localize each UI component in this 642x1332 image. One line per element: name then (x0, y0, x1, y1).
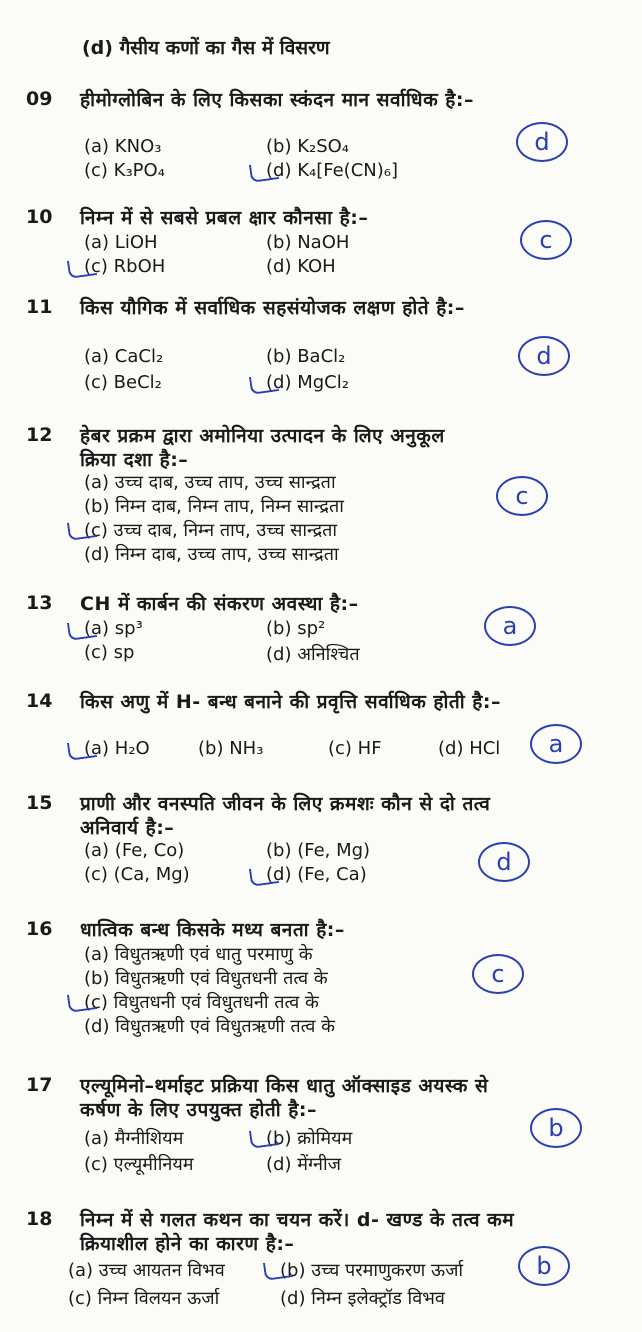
option-a: (a) LiOH (84, 232, 158, 253)
option-c: (c) RbOH (84, 256, 165, 277)
answer-circle: c (520, 220, 572, 260)
tick-mark (67, 991, 97, 1013)
option-b: (b) निम्न दाब, निम्न ताप, निम्न सान्द्रता (84, 496, 344, 517)
tick-mark (249, 865, 279, 887)
option-d: (d) अनिश्चित (266, 644, 360, 665)
question-number: 10 (26, 206, 53, 228)
option-a: (a) KNO₃ (84, 136, 162, 157)
answer-circle: a (530, 724, 582, 764)
option-a: (a) sp³ (84, 618, 143, 639)
option-d: (d) निम्न दाब, उच्च ताप, उच्च सान्द्रता (84, 544, 339, 565)
question-number: 18 (26, 1208, 53, 1230)
option-d: (d) मेंग्नीज (266, 1154, 342, 1175)
option-a: (a) CaCl₂ (84, 346, 164, 367)
question-number: 12 (26, 424, 53, 446)
option-c: (c) (Ca, Mg) (84, 864, 190, 885)
question-text: CH में कार्बन की संकरण अवस्था है:– (80, 593, 359, 615)
question-number: 13 (26, 592, 53, 614)
option-b: (b) sp² (266, 618, 326, 639)
tick-mark (67, 257, 97, 279)
answer-circle: b (530, 1108, 582, 1148)
answer-circle: d (518, 336, 570, 376)
option-d: (d) विधुतऋणी एवं विधुतऋणी तत्व के (84, 1016, 335, 1037)
tick-mark (67, 519, 97, 541)
answer-circle: a (484, 606, 536, 646)
option-b: (b) K₂SO₄ (266, 136, 350, 157)
question-text: एल्यूमिनो–थर्माइट प्रक्रिया किस धातु ऑक्साइड अयस्क से कर्षण के लिए उपयुक्त होती है:– (80, 1075, 489, 1121)
question-text: निम्न में से सबसे प्रबल क्षार कौनसा है:– (80, 207, 369, 229)
option-a: (a) उच्च आयतन विभव (68, 1260, 225, 1281)
option-b: (b) विधुतऋणी एवं विधुतधनी तत्व के (84, 968, 328, 989)
option-a: (a) (Fe, Co) (84, 840, 185, 861)
question-number: 15 (26, 792, 53, 814)
answer-circle: d (478, 842, 530, 882)
tick-mark (67, 739, 97, 761)
option-d: (d) KOH (266, 256, 336, 277)
question-text: किस अणु में H- बन्ध बनाने की प्रवृत्ति सर्वाधिक होती है:– (80, 691, 501, 713)
answer-circle: d (516, 122, 568, 162)
option-c: (c) BeCl₂ (84, 372, 162, 393)
question-text: धात्विक बन्ध किसके मध्य बनता है:– (80, 919, 345, 941)
option-c: (c) विधुतधनी एवं विधुतधनी तत्व के (84, 990, 319, 1014)
option-b: (b) NH₃ (198, 738, 264, 759)
question-number: 14 (26, 690, 53, 712)
option-a: (a) मैग्नीशियम (84, 1128, 184, 1149)
question-text: प्राणी और वनस्पति जीवन के लिए क्रमशः कौन से दो तत्व अनिवार्य है:– (80, 793, 491, 839)
option-c: (c) HF (328, 738, 382, 759)
tick-mark (249, 161, 279, 183)
option-c: (c) एल्यूमीनियम (84, 1154, 194, 1175)
option-c: (c) K₃PO₄ (84, 160, 165, 181)
option-d: (d) MgCl₂ (266, 372, 349, 393)
tick-mark (249, 1127, 279, 1149)
question-text: हेबर प्रक्रम द्वारा अमोनिया उत्पादन के लिए अनुकूल क्रिया दशा है:– (80, 425, 445, 471)
tick-mark (67, 619, 97, 641)
option-d: (d) निम्न इलेक्ट्रॉड विभव (280, 1288, 445, 1309)
question-text: निम्न में से गलत कथन का चयन करें। d- खण्ड के तत्व कम क्रियाशील होने का कारण है:– (80, 1209, 515, 1255)
answer-circle: c (472, 954, 524, 994)
option-b: (b) (Fe, Mg) (266, 840, 371, 861)
option-a: (a) H₂O (84, 738, 150, 759)
option-c: (c) निम्न विलयन ऊर्जा (68, 1288, 220, 1309)
previous-question-option-d: (d) गैसीय कणों का गैस में विसरण (82, 37, 330, 59)
answer-circle: b (518, 1246, 570, 1286)
option-d: (d) HCl (438, 738, 501, 759)
question-number: 17 (26, 1074, 53, 1096)
option-d: (d) K₄[Fe(CN)₆] (266, 160, 398, 181)
option-b: (b) BaCl₂ (266, 346, 346, 367)
question-number: 11 (26, 296, 53, 318)
tick-mark (249, 373, 279, 395)
option-d: (d) (Fe, Ca) (266, 864, 367, 885)
option-b: (b) क्रोमियम (266, 1126, 352, 1150)
tick-mark (263, 1259, 293, 1281)
option-b: (b) NaOH (266, 232, 350, 253)
question-number: 16 (26, 918, 53, 940)
option-c: (c) उच्च दाब, निम्न ताप, उच्च सान्द्रता (84, 518, 337, 542)
option-b: (b) उच्च परमाणुकरण ऊर्जा (280, 1258, 463, 1282)
option-c: (c) sp (84, 642, 135, 663)
question-text: किस यौगिक में सर्वाधिक सहसंयोजक लक्षण होते है:– (80, 297, 465, 319)
option-a: (a) विधुतऋणी एवं धातु परमाणु के (84, 944, 313, 965)
answer-circle: c (496, 476, 548, 516)
question-text: हीमोग्लोबिन के लिए किसका स्कंदन मान सर्वाधिक है:– (80, 89, 474, 111)
option-a: (a) उच्च दाब, उच्च ताप, उच्च सान्द्रता (84, 472, 336, 493)
question-number: 09 (26, 88, 53, 110)
